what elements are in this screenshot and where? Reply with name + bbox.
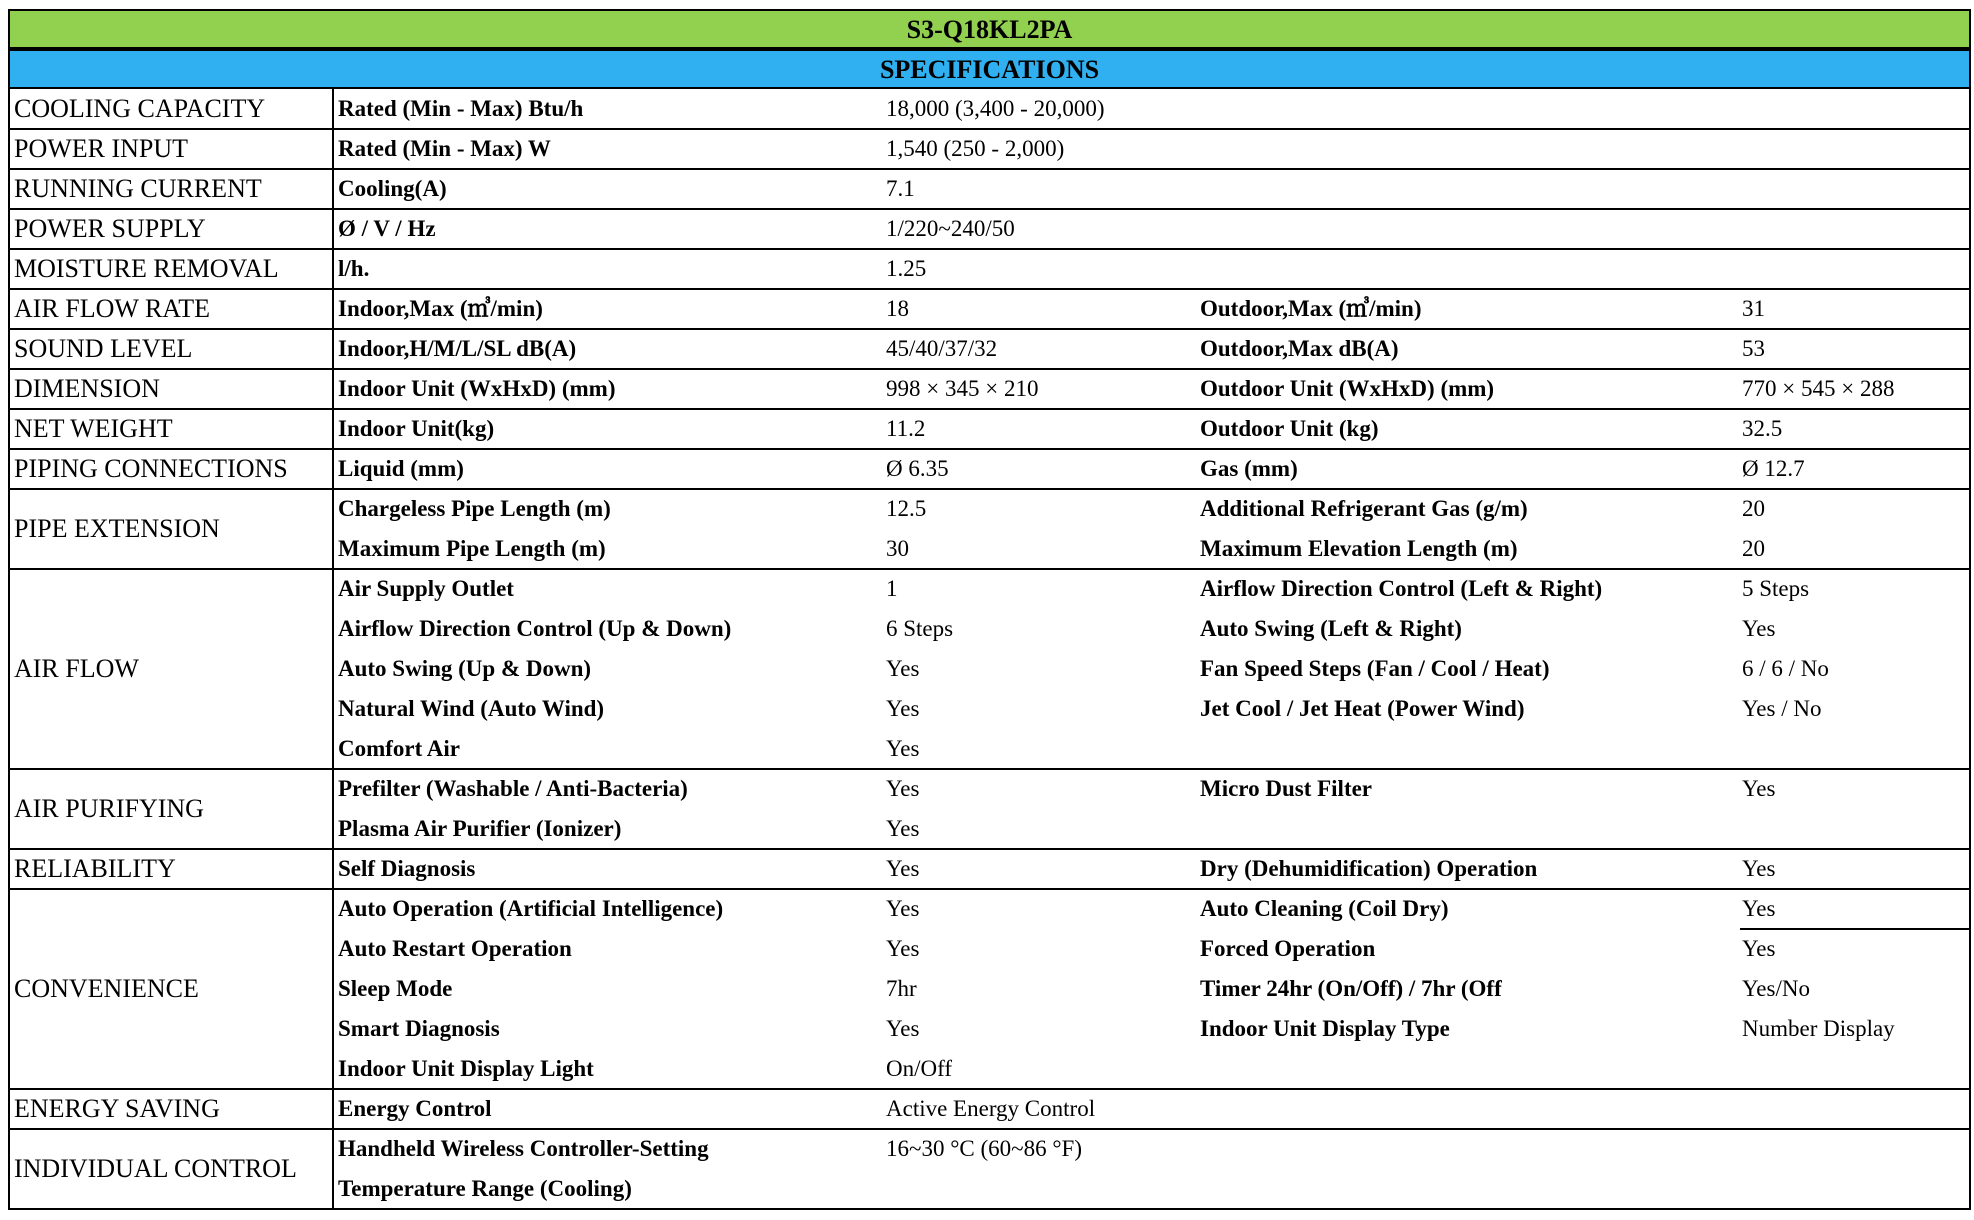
row-category: POWER SUPPLY: [14, 214, 206, 243]
row-value-secondary: 6 / 6 / No: [1742, 656, 1829, 681]
row-value-secondary: Yes: [1742, 936, 1776, 961]
row-label-secondary: Forced Operation: [1200, 936, 1376, 961]
row-value: 30: [886, 536, 909, 561]
row-value: 1/220~240/50: [886, 216, 1015, 241]
row-label: l/h.: [338, 256, 370, 281]
row-category: COOLING CAPACITY: [14, 94, 266, 123]
row-value: 1,540 (250 - 2,000): [886, 136, 1065, 161]
row-label: Indoor Unit (WxHxD) (mm): [338, 376, 616, 401]
row-value: 998 × 345 × 210: [886, 376, 1039, 401]
row-divider: [8, 128, 1971, 130]
row-category: RUNNING CURRENT: [14, 174, 262, 203]
row-value-secondary: 32.5: [1742, 416, 1783, 441]
row-value: 1.25: [886, 256, 927, 281]
category-column-divider: [332, 89, 334, 1209]
row-label-secondary: Additional Refrigerant Gas (g/m): [1200, 496, 1528, 521]
row-label-secondary: Outdoor Unit (kg): [1200, 416, 1379, 441]
row-value: 45/40/37/32: [886, 336, 998, 361]
row-label-secondary: Outdoor Unit (WxHxD) (mm): [1200, 376, 1495, 401]
row-label: Natural Wind (Auto Wind): [338, 696, 605, 721]
row-divider: [8, 768, 1971, 770]
row-category: SOUND LEVEL: [14, 334, 193, 363]
row-value: On/Off: [886, 1056, 953, 1081]
left-border: [8, 89, 10, 1209]
row-label-secondary: Jet Cool / Jet Heat (Power Wind): [1200, 696, 1525, 721]
row-label: Ø / V / Hz: [338, 216, 436, 241]
row-label-secondary: Indoor Unit Display Type: [1200, 1016, 1450, 1041]
row-value: 12.5: [886, 496, 927, 521]
row-value: 7hr: [886, 976, 917, 1001]
row-value-secondary: Number Display: [1742, 1016, 1895, 1041]
row-label: Liquid (mm): [338, 456, 464, 481]
row-label: Auto Swing (Up & Down): [338, 656, 592, 681]
row-value: Yes: [886, 1016, 920, 1041]
row-label: Maximum Pipe Length (m): [338, 536, 606, 561]
row-value-secondary: 20: [1742, 496, 1765, 521]
row-divider: [8, 1128, 1971, 1130]
row-label: Indoor,H/M/L/SL dB(A): [338, 336, 577, 361]
row-category: AIR PURIFYING: [14, 794, 204, 823]
row-value-secondary: 770 × 545 × 288: [1742, 376, 1895, 401]
row-label-secondary: Timer 24hr (On/Off) / 7hr (Off: [1200, 976, 1502, 1001]
row-value-secondary: 31: [1742, 296, 1765, 321]
spec-sheet: [8, 9, 1971, 1209]
row-category: PIPING CONNECTIONS: [14, 454, 288, 483]
row-value: 11.2: [886, 416, 926, 441]
row-category: DIMENSION: [14, 374, 160, 403]
row-label: Air Supply Outlet: [338, 576, 514, 601]
section-title-bar: [8, 49, 1971, 89]
spec-table: [8, 89, 1971, 1209]
row-label: Energy Control: [338, 1096, 492, 1121]
row-label: Auto Operation (Artificial Intelligence): [338, 896, 724, 921]
row-label: Prefilter (Washable / Anti-Bacteria): [338, 776, 688, 801]
row-category: AIR FLOW RATE: [14, 294, 210, 323]
row-label-secondary: Maximum Elevation Length (m): [1200, 536, 1518, 561]
row-label: Rated (Min - Max) W: [338, 136, 551, 161]
row-value: 1: [886, 576, 898, 601]
row-label-secondary: Dry (Dehumidification) Operation: [1200, 856, 1538, 881]
row-value: 18: [886, 296, 909, 321]
model-title-bar: [8, 9, 1971, 49]
row-label-secondary: Micro Dust Filter: [1200, 776, 1373, 801]
row-label-secondary: Auto Cleaning (Coil Dry): [1200, 896, 1449, 921]
section-title: SPECIFICATIONS: [879, 55, 1100, 84]
row-category: NET WEIGHT: [14, 414, 173, 443]
row-label-secondary: Outdoor,Max dB(A): [1200, 336, 1399, 361]
row-category: PIPE EXTENSION: [14, 514, 220, 543]
row-label: Handheld Wireless Controller-Setting: [338, 1136, 709, 1161]
row-label: Sleep Mode: [338, 976, 453, 1001]
row-label: Auto Restart Operation: [338, 936, 572, 961]
row-label: Indoor Unit Display Light: [338, 1056, 594, 1081]
row-category: AIR FLOW: [14, 654, 139, 683]
row-value: 18,000 (3,400 - 20,000): [886, 96, 1105, 121]
right-border: [1969, 89, 1971, 1209]
row-value: 7.1: [886, 176, 915, 201]
row-value-secondary: Yes: [1742, 896, 1776, 921]
row-category: POWER INPUT: [14, 134, 189, 163]
row-divider: [8, 368, 1971, 370]
model-title: S3-Q18KL2PA: [906, 15, 1073, 44]
row-label: Indoor,Max (㎥/min): [338, 296, 543, 321]
row-value: Yes: [886, 896, 920, 921]
row-category: CONVENIENCE: [14, 974, 199, 1003]
row-divider: [8, 408, 1971, 410]
row-value: Yes: [886, 936, 920, 961]
row-value: Yes: [886, 816, 920, 841]
row-value: Yes: [886, 656, 920, 681]
row-value-secondary: Ø 12.7: [1742, 456, 1805, 481]
row-value: Yes: [886, 736, 920, 761]
row-label-secondary: Auto Swing (Left & Right): [1200, 616, 1462, 641]
row-label: Indoor Unit(kg): [338, 416, 495, 441]
value-underline: [1740, 928, 1969, 930]
row-divider: [8, 248, 1971, 250]
row-divider: [8, 1208, 1971, 1210]
row-divider: [8, 288, 1971, 290]
row-value-secondary: 5 Steps: [1742, 576, 1810, 601]
row-label-secondary: Gas (mm): [1200, 456, 1298, 481]
row-label: Chargeless Pipe Length (m): [338, 496, 611, 521]
row-divider: [8, 208, 1971, 210]
row-category: INDIVIDUAL CONTROL: [14, 1154, 297, 1183]
row-label: Temperature Range (Cooling): [338, 1176, 632, 1201]
row-label: Smart Diagnosis: [338, 1016, 500, 1041]
row-value-secondary: 53: [1742, 336, 1765, 361]
row-value-secondary: Yes/No: [1742, 976, 1810, 1001]
row-divider: [8, 328, 1971, 330]
row-label: Rated (Min - Max) Btu/h: [338, 96, 584, 121]
row-value: 16~30 °C (60~86 °F): [886, 1136, 1082, 1161]
row-divider: [8, 1088, 1971, 1090]
row-divider: [8, 168, 1971, 170]
row-value-secondary: Yes: [1742, 856, 1776, 881]
row-value-secondary: 20: [1742, 536, 1765, 561]
row-value-secondary: Yes / No: [1742, 696, 1822, 721]
row-category: RELIABILITY: [14, 854, 176, 883]
row-label-secondary: Airflow Direction Control (Left & Right): [1200, 576, 1603, 601]
row-divider: [8, 488, 1971, 490]
row-label: Comfort Air: [338, 736, 460, 761]
row-divider: [8, 568, 1971, 570]
row-divider: [8, 848, 1971, 850]
row-value: Yes: [886, 856, 920, 881]
row-category: ENERGY SAVING: [14, 1094, 220, 1123]
row-value: Active Energy Control: [886, 1096, 1096, 1121]
row-value-secondary: Yes: [1742, 776, 1776, 801]
row-value-secondary: Yes: [1742, 616, 1776, 641]
row-label: Cooling(A): [338, 176, 447, 201]
row-label-secondary: Fan Speed Steps (Fan / Cool / Heat): [1200, 656, 1550, 681]
row-category: MOISTURE REMOVAL: [14, 254, 279, 283]
row-value: Ø 6.35: [886, 456, 949, 481]
row-value: 6 Steps: [886, 616, 954, 641]
row-value: Yes: [886, 776, 920, 801]
row-divider: [8, 888, 1971, 890]
row-label: Self Diagnosis: [338, 856, 476, 881]
row-label-secondary: Outdoor,Max (㎥/min): [1200, 296, 1422, 321]
row-value: Yes: [886, 696, 920, 721]
row-label: Plasma Air Purifier (Ionizer): [338, 816, 622, 841]
row-label: Airflow Direction Control (Up & Down): [338, 616, 732, 641]
row-divider: [8, 448, 1971, 450]
